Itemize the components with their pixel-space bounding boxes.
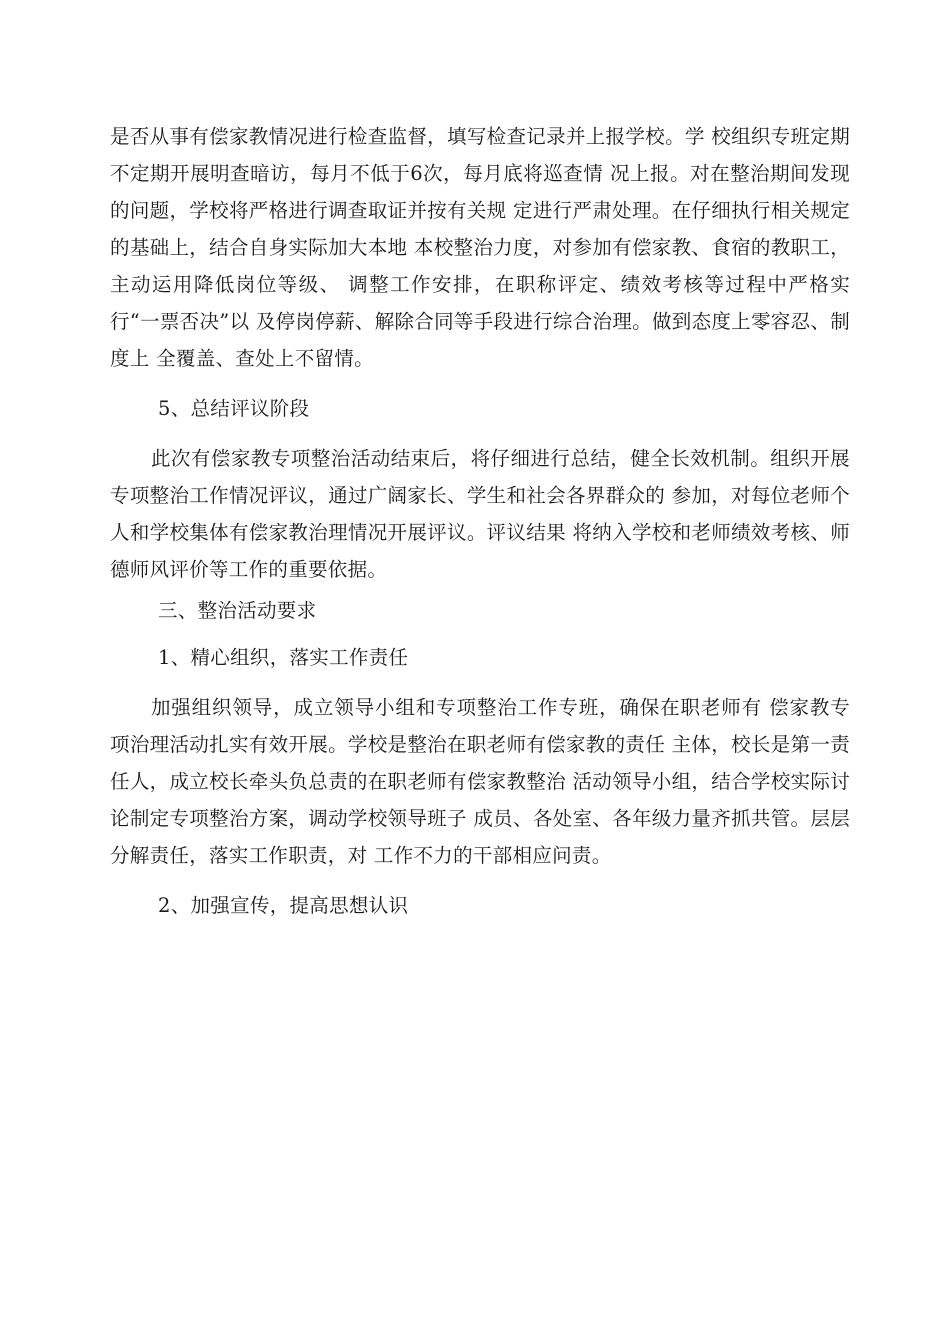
paragraph-organization: 加强组织领导，成立领导小组和专项整治工作专班，确保在职老师有 偿家教专项治理活动扎实有效开展。学校是整治在职老师有偿家教的责任 主体，校长是第一责任人，成立校长牵头负总责的在职老师有偿家教整治 活动领导小组，结合学校实际讨论制定专项整治方案，调动学校领导班子 成员、各处室、各年级力量齐抓共管。层层分解责任，落实工作职责，对 工作不力的干部相应问责。	[110, 696, 850, 867]
paragraph-summary-review: 此次有偿家教专项整治活动结束后，将仔细进行总结，健全长效机制。组织开展专项整治工作情况评议，通过广阔家长、学生和社会各界群众的 参加，对每位老师个人和学校集体有偿家教治理情况开展评议。评议结果 将纳入学校和老师绩效考核、师德师风评价等工作的重要依据。	[110, 447, 850, 581]
subheading-organization: 1、精心组织，落实工作责任	[158, 646, 409, 669]
subheading-publicity: 2、加强宣传，提高思想认识	[158, 894, 409, 917]
paragraph-inspection: 是否从事有偿家教情况进行检查监督，填写检查记录并上报学校。学 校组织专班定期不定期开展明查暗访，每月不低于6次，每月底将巡查情 况上报。对在整治期间发现的问题，学校将严格进行调查取证并按有关规 定进行严肃处理。在仔细执行相关规定的基础上，结合自身实际加大本地 本校整治力度，对参加有偿家教、食宿的教职工，主动运用降低岗位等级、 调整工作安排，在职称评定、绩效考核等过程中严格实行“一票否决”以 及停岗停薪、解除合同等手段进行综合治理。做到态度上零容忍、制度上 全覆盖、查处上不留情。	[110, 125, 850, 370]
section-heading-summary-review: 5、总结评议阶段	[158, 397, 310, 420]
document-page	[110, 118, 850, 924]
section-heading-requirements: 三、整治活动要求	[158, 599, 317, 622]
